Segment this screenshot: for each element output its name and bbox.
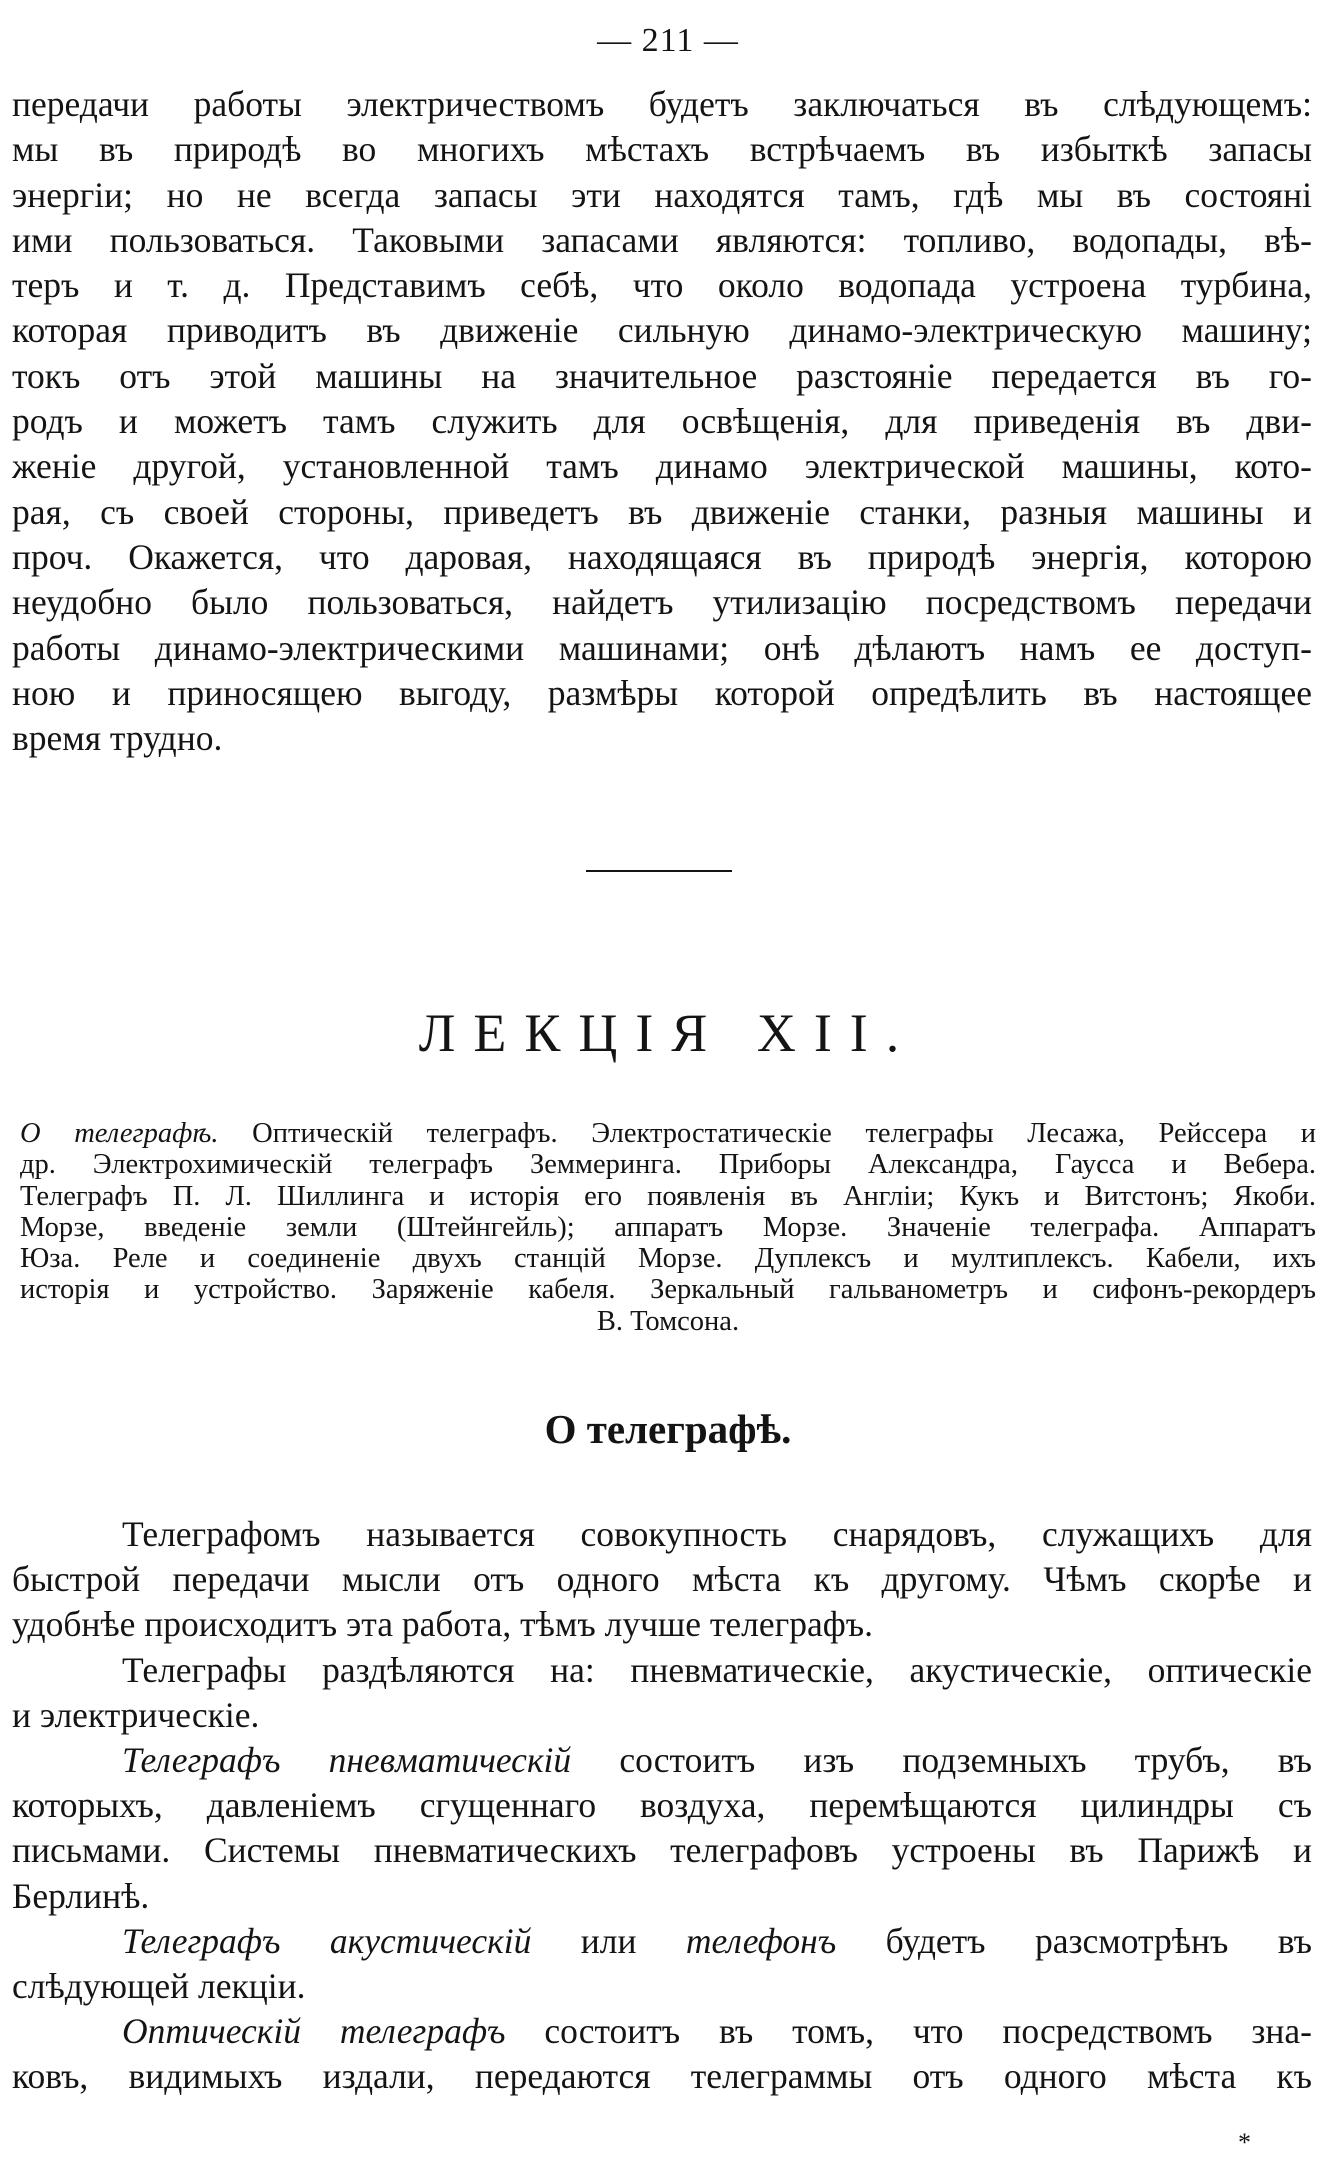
text-line: работы динамо-электрическими машинами; онѣ дѣлаютъ намъ ее доступ- <box>12 627 1312 668</box>
text-line: которыхъ, давленіемъ сгущеннаго воздуха, перемѣщаются цилиндры съ <box>12 1785 1312 1826</box>
text-fragment: состоитъ въ томъ, что посредствомъ зна- <box>505 2011 1312 2052</box>
text-line: быстрой передачи мысли отъ одного мѣста къ другому. Чѣмъ скорѣе и <box>12 1559 1312 1600</box>
text-line: ною и приносящею выгоду, размѣры которой опредѣлить въ настоящее <box>12 672 1312 713</box>
text-fragment: будетъ разсмотрѣнъ въ <box>836 1920 1312 1961</box>
lecture-title: ЛЕКЦІЯ XII. <box>418 1003 918 1063</box>
section-heading: О телеграфѣ. <box>544 1406 792 1452</box>
page-number: — 211 — <box>597 22 739 59</box>
text-line <box>12 2009 1312 2054</box>
text-line: ковъ, видимыхъ издали, передаются телеграммы отъ одного мѣста къ <box>12 2056 1312 2097</box>
summary-text: Оптическій телеграфъ. Электростатическіе телеграфы Лесажа, Рейссера и <box>218 1118 1316 1149</box>
text-line: Телеграфы раздѣляются на: пневматическіе, акустическіе, оптическіе <box>122 1649 1312 1690</box>
text-line: которая приводитъ въ движеніе сильную динамо-электрическую машину; <box>12 310 1312 351</box>
text-line: теръ и т. д. Представимъ себѣ, что около водопада устроена турбина, <box>12 265 1312 306</box>
summary-line: Телеграфъ П. Л. Шиллинга и исторія его появленія въ Англіи; Кукъ и Витстонъ; Якоби. <box>20 1180 1316 1212</box>
text-line: женіе другой, установленной тамъ динамо электрической машины, кото- <box>12 446 1312 487</box>
summary-line: Юза. Реле и соединеніе двухъ станцій Морзе. Дуплексъ и мултиплексъ. Кабели, ихъ <box>20 1243 1316 1275</box>
text-line: удобнѣе происходитъ эта работа, тѣмъ лучше телеграфъ. <box>12 1604 873 1645</box>
text-fragment: состоитъ изъ подземныхъ трубъ, въ <box>571 1740 1313 1781</box>
summary-italic: О телеграфѣ. <box>20 1118 219 1149</box>
footnote-mark: * <box>1238 2128 1251 2157</box>
summary-line: др. Электрохимическій телеграфъ Земмеринга. Приборы Александра, Гаусса и Вебера. <box>20 1149 1316 1181</box>
text-line: энергіи; но не всегда запасы эти находятся тамъ, гдѣ мы въ состояні <box>12 174 1312 215</box>
lecture-summary <box>20 1118 1316 1337</box>
text-line: передачи работы электричествомъ будетъ заключаться въ слѣдующемъ: <box>12 84 1312 124</box>
text-line: проч. Окажется, что даровая, находящаяся въ природѣ энергія, которою <box>12 536 1312 577</box>
text-line <box>12 1738 1312 1783</box>
section-divider <box>586 870 732 872</box>
text-line: слѣдующей лекціи. <box>12 1966 306 2007</box>
summary-line <box>20 1118 1316 1149</box>
italic-term: телефонъ <box>685 1920 837 1961</box>
text-line: письмами. Системы пневматическихъ телеграфовъ устроены въ Парижѣ и <box>12 1830 1312 1871</box>
text-line <box>12 1919 1312 1964</box>
italic-term: Телеграфъ акустическій <box>122 1920 532 1961</box>
top-paragraph <box>12 82 1312 761</box>
text-line: и электрическіе. <box>12 1694 260 1735</box>
text-line: рая, съ своей стороны, приведетъ въ движеніе станки, разныя машины и <box>12 491 1312 532</box>
text-line: мы въ природѣ во многихъ мѣстахъ встрѣчаемъ въ избыткѣ запасы <box>12 129 1312 170</box>
text-line: токъ отъ этой машины на значительное разстояніе передается въ го- <box>12 355 1312 396</box>
summary-line: Морзе, введеніе земли (Штейнгейль); аппаратъ Морзе. Значеніе телеграфа. Аппаратъ <box>20 1211 1316 1243</box>
italic-term: Телеграфъ пневматическій <box>122 1740 572 1781</box>
text-line: Берлинѣ. <box>12 1875 150 1916</box>
summary-line: исторія и устройство. Заряженіе кабеля. Зеркальный гальванометръ и сифонъ-рекордеръ <box>20 1274 1316 1306</box>
text-line: время трудно. <box>12 718 223 759</box>
text-fragment: или <box>531 1920 686 1961</box>
italic-term: Оптическій телеграфъ <box>122 2011 506 2052</box>
text-line: ими пользоваться. Таковыми запасами являются: топливо, водопады, вѣ- <box>12 219 1312 260</box>
text-line: родъ и можетъ тамъ служить для освѣщенія, для приведенія въ дви- <box>12 401 1312 442</box>
text-line: неудобно было пользоваться, найдетъ утилизацію посредствомъ передачи <box>12 582 1312 623</box>
section-body <box>12 1512 1312 2100</box>
summary-line: В. Томсона. <box>596 1305 740 1337</box>
text-line: Телеграфомъ называется совокупность снарядовъ, служащихъ для <box>122 1514 1312 1554</box>
